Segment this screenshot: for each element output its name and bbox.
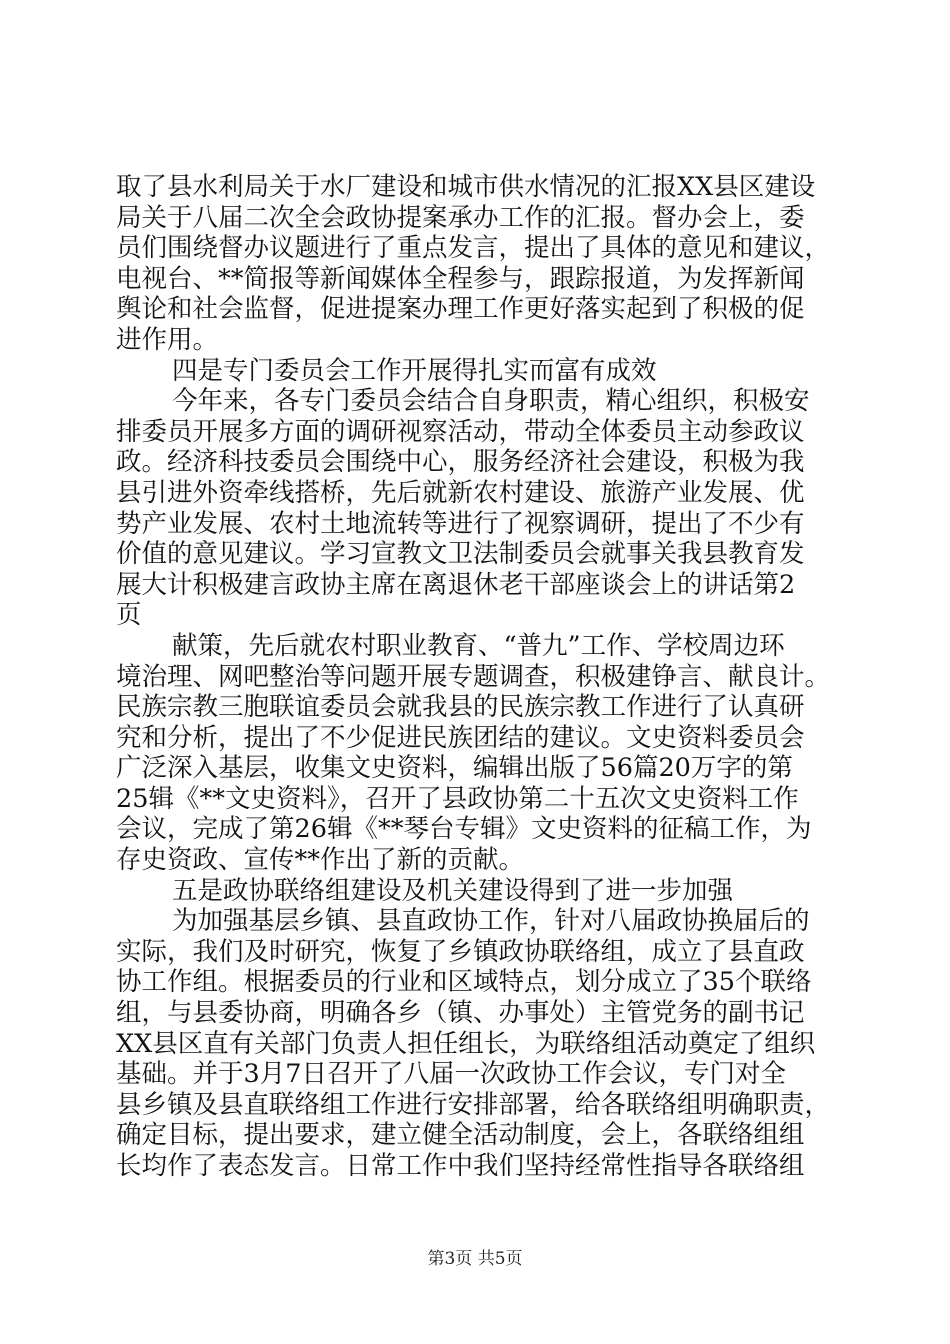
page-number-footer: 第3页 共5页 [427, 1249, 523, 1269]
text-line: 电视台、**简报等新闻媒体全程参与，跟踪报道，为发挥新闻 [116, 263, 805, 294]
document-body [116, 172, 836, 1182]
text-line: 局关于八届二次全会政协提案承办工作的汇报。督办会上，委 [116, 202, 805, 233]
text-line: 基础。并于3月7日召开了八届一次政协工作会议，专门对全 [116, 1059, 786, 1090]
text-line: 展大计积极建言政协主席在离退休老干部座谈会上的讲话第2 [116, 569, 796, 600]
text-line: 县乡镇及县直联络组工作进行安排部署，给各联络组明确职责， [116, 1089, 831, 1120]
text-line: 价值的意见建议。学习宣教文卫法制委员会就事关我县教育发 [116, 539, 805, 570]
paragraph-first-line: 今年来，各专门委员会结合自身职责，精心组织，积极安 [172, 386, 810, 417]
paragraph-first-line: 献策，先后就农村职业教育、“普九”工作、学校周边环 [172, 630, 785, 661]
text-line: XX县区直有关部门负责人担任组长，为联络组活动奠定了组织 [116, 1028, 816, 1059]
text-line: 员们围绕督办议题进行了重点发言，提出了具体的意见和建议， [116, 233, 831, 264]
text-line: 排委员开展多方面的调研视察活动，带动全体委员主动参政议 [116, 416, 805, 447]
text-line: 取了县水利局关于水厂建设和城市供水情况的汇报XX县区建设 [116, 172, 816, 202]
text-line: 25辑《**文史资料》，召开了县政协第二十五次文史资料工作 [116, 783, 799, 814]
text-line: 势产业发展、农村土地流转等进行了视察调研，提出了不少有 [116, 508, 805, 539]
text-line: 组，与县委协商，明确各乡（镇、办事处）主管党务的副书记 [116, 998, 805, 1029]
text-line: 进作用。 [116, 324, 219, 355]
paragraph-first-line: 为加强基层乡镇、县直政协工作，针对八届政协换届后的 [172, 906, 810, 937]
text-line: 页 [116, 600, 142, 631]
text-line: 确定目标，提出要求，建立健全活动制度，会上，各联络组组 [116, 1120, 805, 1151]
text-line: 实际，我们及时研究，恢复了乡镇政协联络组，成立了县直政 [116, 936, 805, 967]
text-line: 民族宗教三胞联谊委员会就我县的民族宗教工作进行了认真研 [116, 692, 805, 723]
section-heading: 五是政协联络组建设及机关建设得到了进一步加强 [172, 875, 734, 906]
section-heading: 四是专门委员会工作开展得扎实而富有成效 [172, 355, 657, 386]
text-line: 境治理、网吧整治等问题开展专题调查，积极建铮言、献良计。 [116, 661, 831, 692]
text-line: 广泛深入基层，收集文史资料，编辑出版了56篇20万字的第 [116, 753, 793, 784]
text-line: 协工作组。根据委员的行业和区域特点，划分成立了35个联络 [116, 967, 812, 998]
text-line: 舆论和社会监督，促进提案办理工作更好落实起到了积极的促 [116, 294, 805, 325]
text-line: 长均作了表态发言。日常工作中我们坚持经常性指导各联络组 [116, 1151, 805, 1181]
text-line: 究和分析，提出了不少促进民族团结的建议。文史资料委员会 [116, 722, 805, 753]
text-line: 县引进外资牵线搭桥，先后就新农村建设、旅游产业发展、优 [116, 477, 805, 508]
text-line: 会议，完成了第26辑《**琴台专辑》文史资料的征稿工作，为 [116, 814, 812, 845]
text-line: 存史资政、宣传**作出了新的贡献。 [116, 845, 525, 876]
text-line: 政。经济科技委员会围绕中心，服务经济社会建设，积极为我 [116, 447, 805, 478]
